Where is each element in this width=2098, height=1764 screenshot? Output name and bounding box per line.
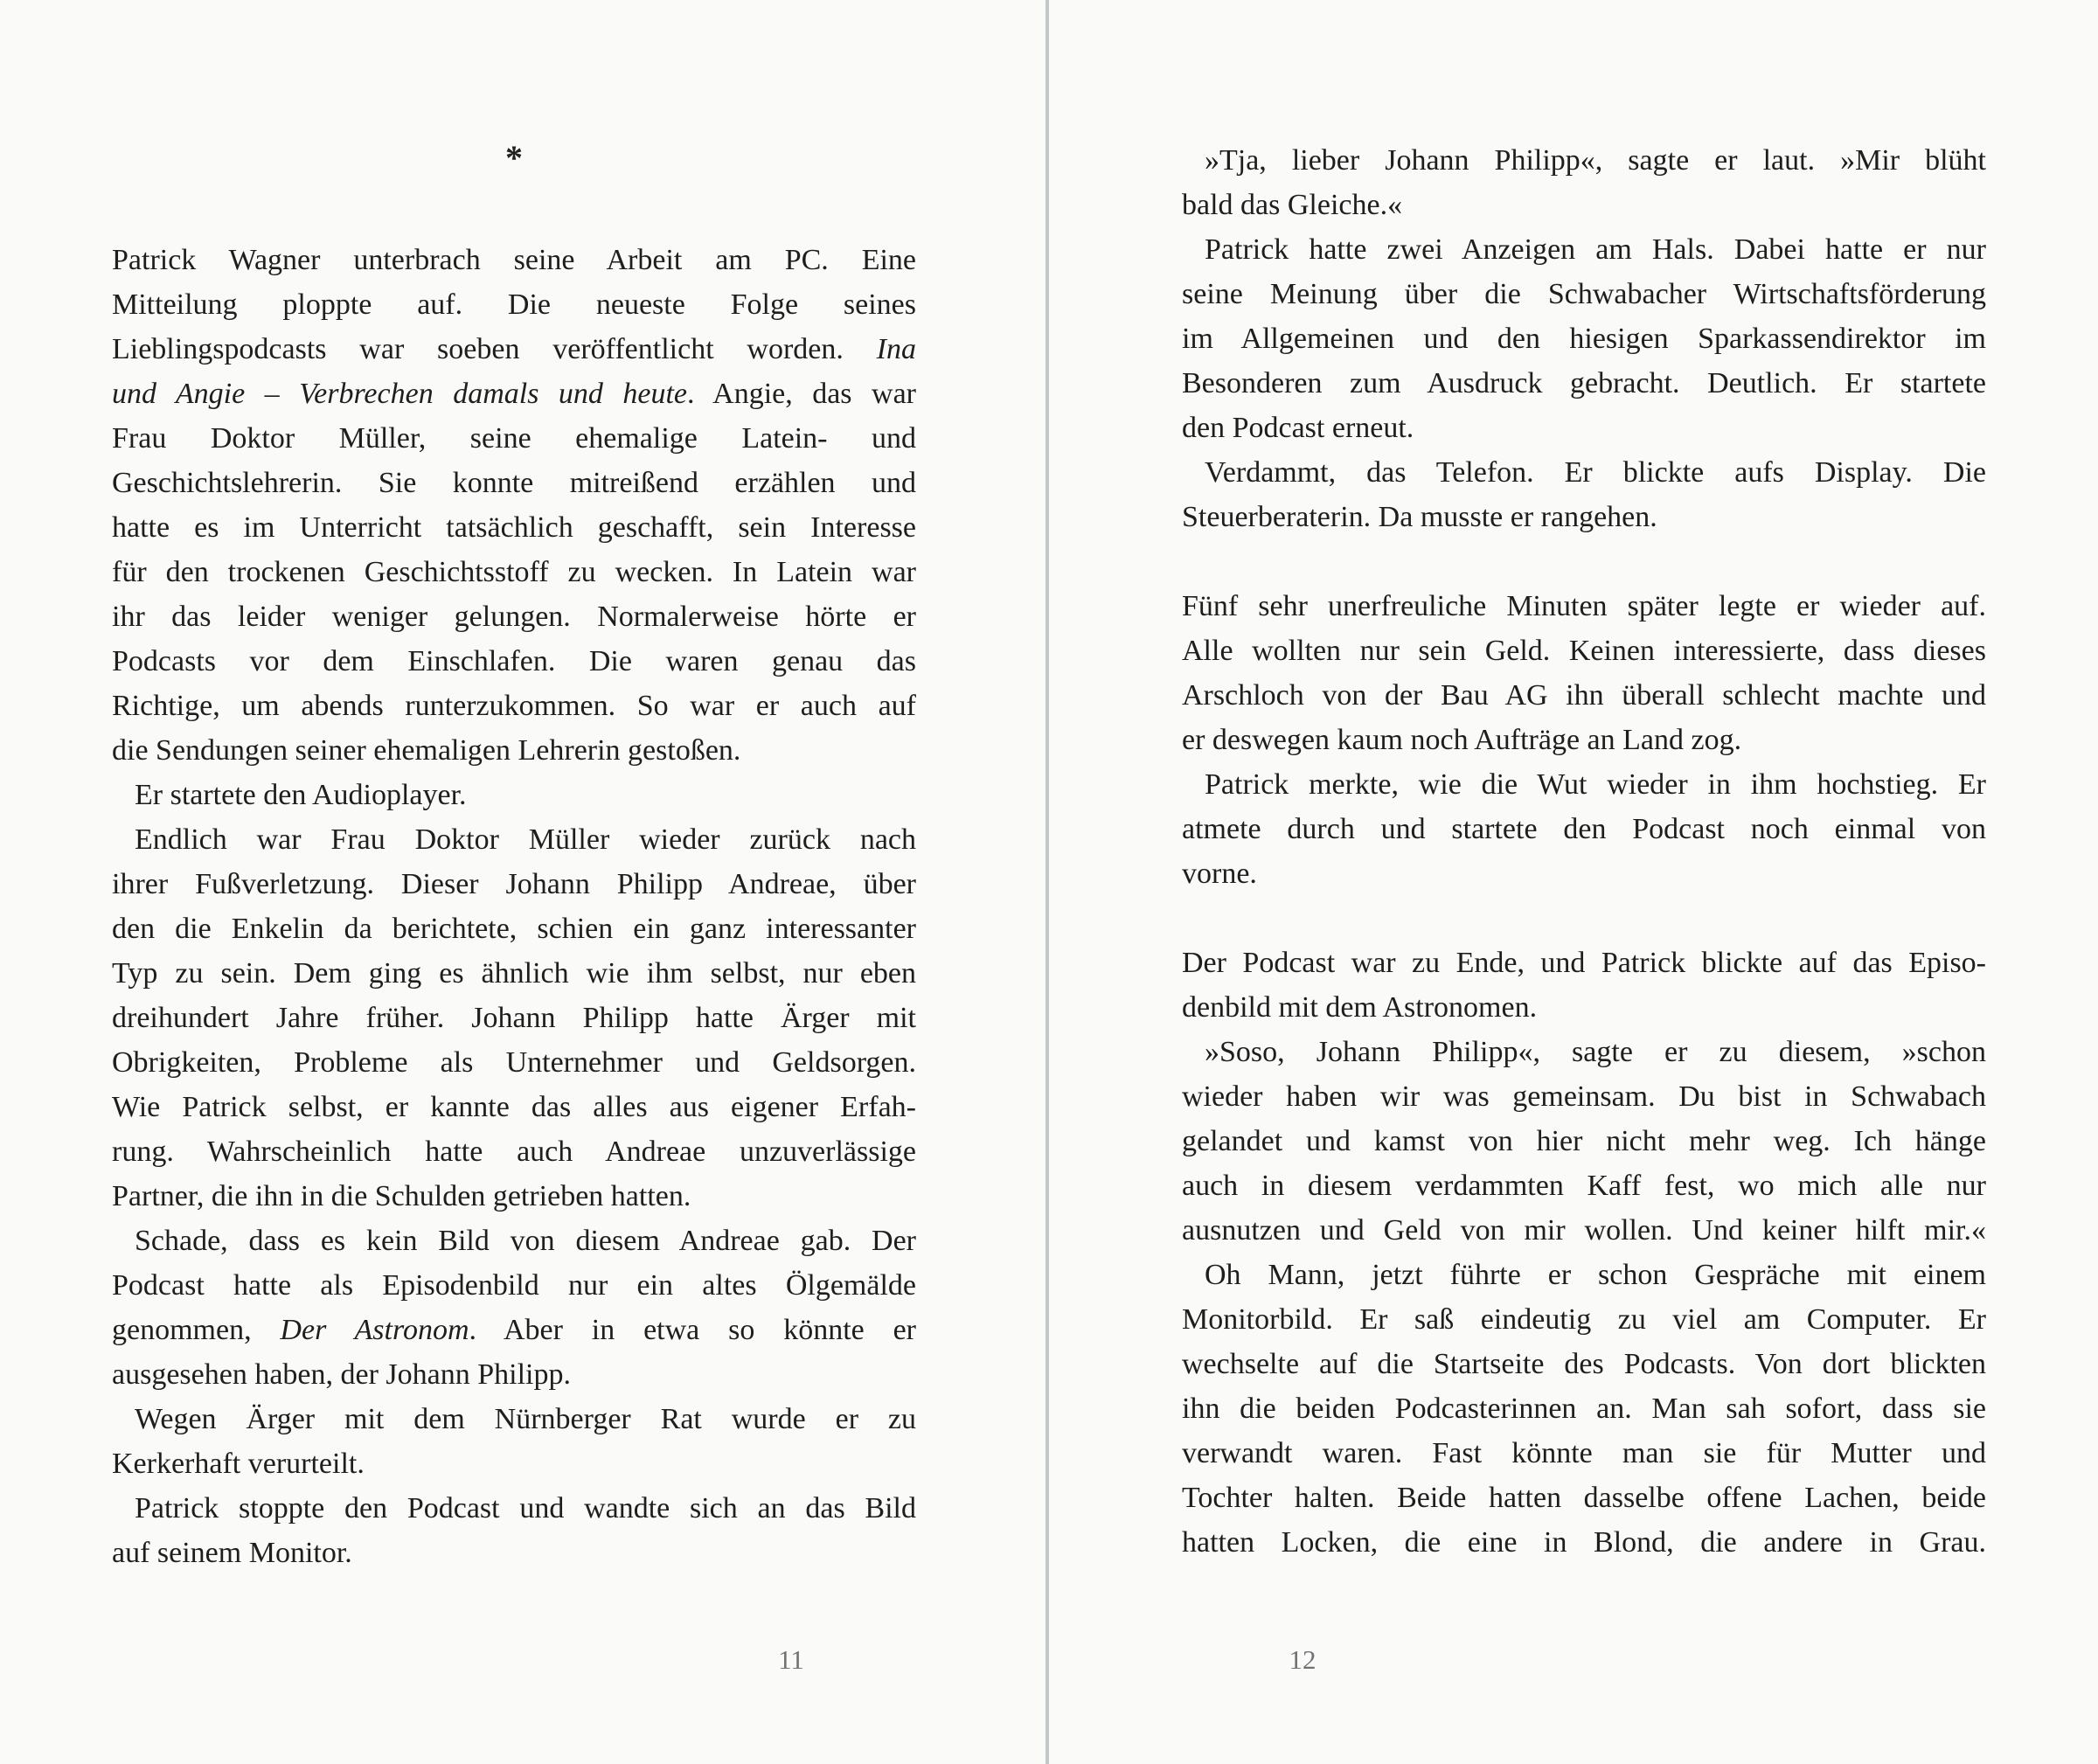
- text-line: wieder haben wir was gemeinsam. Du bist in Schwabach: [1182, 1080, 1986, 1113]
- text-line: Partner, die ihn in die Schulden getrieben hatten.: [112, 1180, 691, 1212]
- right-page: [1182, 0, 1986, 1764]
- right-page-lines: [1182, 138, 1986, 1565]
- text-line: Alle wollten nur sein Geld. Keinen interessierte, dass dieses: [1182, 635, 1986, 667]
- text-line: »Tja, lieber Johann Philipp«, sagte er laut. »Mir blüht: [1205, 144, 1986, 177]
- text-line: auf seinem Monitor.: [112, 1537, 352, 1569]
- text-line: vorne.: [1182, 858, 1257, 890]
- text-line: [112, 327, 916, 372]
- page-divider: [1046, 0, 1049, 1764]
- left-page: [112, 0, 916, 1764]
- text-segment: Lieblingspodcasts war soeben veröffentlicht worden.: [112, 333, 877, 365]
- page-number: 11: [778, 1644, 804, 1675]
- text-line: den die Enkelin da berichtete, schien ein ganz interessanter: [112, 913, 916, 945]
- text-line: Besonderen zum Ausdruck gebracht. Deutlich. Er startete: [1182, 367, 1986, 399]
- text-line: Mitteilung ploppte auf. Die neueste Folge seines: [112, 288, 916, 321]
- text-line: Tochter halten. Beide hatten dasselbe offene Lachen, beide: [1182, 1482, 1986, 1514]
- text-line: ihrer Fußverletzung. Dieser Johann Philipp Andreae, über: [112, 868, 916, 900]
- text-line: bald das Gleiche.«: [1182, 189, 1403, 221]
- text-line: Schade, dass es kein Bild von diesem Andreae gab. Der: [135, 1225, 916, 1257]
- text-line: den Podcast erneut.: [1182, 412, 1414, 444]
- text-line: atmete durch und startete den Podcast noch einmal von: [1182, 813, 1986, 845]
- text-line: Patrick merkte, wie die Wut wieder in ihm hochstieg. Er: [1205, 768, 1986, 801]
- text-line: denbild mit dem Astronomen.: [1182, 991, 1538, 1024]
- text-line: hatte es im Unterricht tatsächlich geschafft, sein Interesse: [112, 511, 916, 544]
- text-line: er deswegen kaum noch Aufträge an Land zog.: [1182, 724, 1742, 756]
- text-line: für den trockenen Geschichtsstoff zu wecken. In Latein war: [112, 556, 916, 588]
- text-line: verwandt waren. Fast könnte man sie für Mutter und: [1182, 1437, 1986, 1469]
- text-line: ihn die beiden Podcasterinnen an. Man sah sofort, dass sie: [1182, 1392, 1986, 1425]
- text-line: Endlich war Frau Doktor Müller wieder zurück nach: [135, 823, 916, 856]
- text-line: Steuerberaterin. Da musste er rangehen.: [1182, 501, 1657, 533]
- text-line: gelandet und kamst von hier nicht mehr weg. Ich hänge: [1182, 1125, 1986, 1157]
- text-line: Arschloch von der Bau AG ihn überall schlecht machte und: [1182, 679, 1986, 712]
- text-line: Wegen Ärger mit dem Nürnberger Rat wurde er zu: [135, 1403, 916, 1435]
- italic-text-segment: Der Astronom: [280, 1314, 469, 1346]
- blank-line: [1182, 539, 1986, 584]
- text-line: Obrigkeiten, Probleme als Unternehmer und Geldsorgen.: [112, 1046, 916, 1079]
- text-line: Er startete den Audioplayer.: [135, 779, 467, 811]
- text-line: Wie Patrick selbst, er kannte das alles aus eigener Erfah-: [112, 1091, 916, 1123]
- text-line: Der Podcast war zu Ende, und Patrick blickte auf das Episo-: [1182, 947, 1986, 979]
- text-line: Monitorbild. Er saß eindeutig zu viel am Computer. Er: [1182, 1303, 1986, 1336]
- text-line: rung. Wahrscheinlich hatte auch Andreae unzuverlässige: [112, 1135, 916, 1168]
- text-line: dreihundert Jahre früher. Johann Philipp hatte Ärger mit: [112, 1002, 916, 1034]
- italic-text-segment: und Angie – Verbrechen damals und heute: [112, 378, 688, 410]
- text-line: seine Meinung über die Schwabacher Wirtschaftsförderung: [1182, 278, 1986, 310]
- left-page-lines: [112, 238, 916, 1575]
- text-line: Kerkerhaft verurteilt.: [112, 1448, 365, 1480]
- text-segment: . Angie, das war: [687, 378, 916, 410]
- text-segment: genommen,: [112, 1314, 281, 1346]
- blank-line: [1182, 896, 1986, 941]
- text-line: Verdammt, das Telefon. Er blickte aufs Display. Die: [1205, 456, 1986, 489]
- text-line: ihr das leider weniger gelungen. Normalerweise hörte er: [112, 601, 916, 633]
- page-number: 12: [1289, 1644, 1316, 1675]
- text-line: Frau Doktor Müller, seine ehemalige Latein- und: [112, 422, 916, 455]
- text-line: Patrick hatte zwei Anzeigen am Hals. Dabei hatte er nur: [1205, 233, 1986, 266]
- text-line: »Soso, Johann Philipp«, sagte er zu diesem, »schon: [1205, 1036, 1986, 1068]
- text-line: [112, 372, 916, 416]
- text-line: Richtige, um abends runterzukommen. So war er auch auf: [112, 690, 916, 722]
- text-line: hatten Locken, die eine in Blond, die andere in Grau.: [1182, 1526, 1986, 1559]
- text-segment: . Aber in etwa so könnte er: [469, 1314, 916, 1346]
- text-line: Patrick stoppte den Podcast und wandte sich an das Bild: [135, 1492, 916, 1524]
- text-line: Podcast hatte als Episodenbild nur ein altes Ölgemälde: [112, 1269, 916, 1302]
- text-line: wechselte auf die Startseite des Podcasts. Von dort blickten: [1182, 1348, 1986, 1380]
- text-line: Podcasts vor dem Einschlafen. Die waren genau das: [112, 645, 916, 677]
- text-line: Oh Mann, jetzt führte er schon Gespräche mit einem: [1205, 1259, 1986, 1291]
- text-line: ausnutzen und Geld von mir wollen. Und keiner hilft mir.«: [1182, 1214, 1986, 1247]
- text-line: auch in diesem verdammten Kaff fest, wo mich alle nur: [1182, 1170, 1986, 1202]
- text-line: [112, 1308, 916, 1352]
- text-line: ausgesehen haben, der Johann Philipp.: [112, 1358, 571, 1391]
- text-line: Patrick Wagner unterbrach seine Arbeit am PC. Eine: [112, 244, 916, 276]
- text-line: im Allgemeinen und den hiesigen Sparkassendirektor im: [1182, 323, 1986, 355]
- text-line: Fünf sehr unerfreuliche Minuten später legte er wieder auf.: [1182, 590, 1986, 622]
- italic-text-segment: Ina: [876, 333, 916, 365]
- section-break-asterisk: *: [505, 138, 523, 177]
- text-line: die Sendungen seiner ehemaligen Lehrerin gestoßen.: [112, 734, 741, 767]
- text-line: Geschichtslehrerin. Sie konnte mitreißend erzählen und: [112, 467, 916, 499]
- text-line: Typ zu sein. Dem ging es ähnlich wie ihm selbst, nur eben: [112, 957, 916, 990]
